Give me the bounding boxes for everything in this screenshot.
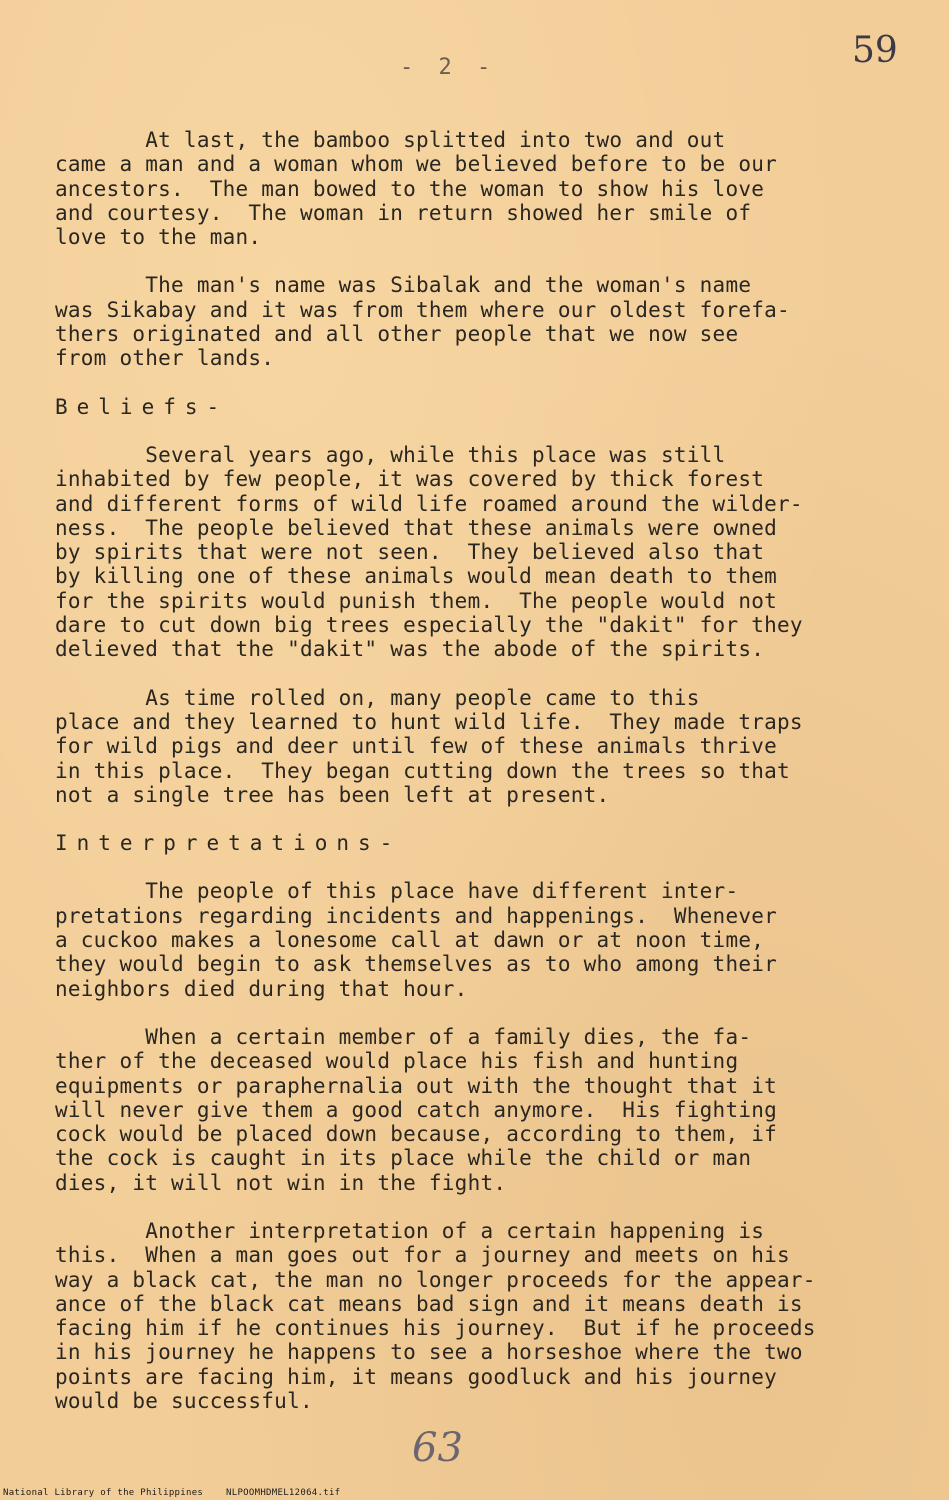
- beliefs-paragraph-1: Several years ago, while this place was still inhabited by few people, it was covered by thick forest and different forms of wild life roamed around the wilder- ness. The people believed that these animals were owned by spirits that were not seen. They believed also that by killing one of these animals would mean death to them for the spirits would punish them. The people would not dare to cut down big trees especially the "dakit" for they delieved that the "dakit" was the abode of the spirits.: [55, 442, 803, 662]
- interpretations-paragraph-3: Another interpretation of a certain happening is this. When a man goes out for a journey and meets on his way a black cat, the man no longer proceeds for the appear- ance of the black cat means bad sign and it means death is facing him if he continues his journey. But if he proceeds in his journey he happens to see a horseshoe where the two points are facing him, it means goodluck and his journey would be successful.: [55, 1218, 816, 1414]
- interpretations-paragraph-1: The people of this place have different inter- pretations regarding incidents and happenings. Whenever a cuckoo makes a lonesome call at dawn or at noon time, they would begin to ask themselves as to who among their neighbors died during that hour.: [55, 879, 778, 1001]
- typed-page-number: - 2 -: [400, 55, 497, 80]
- paragraph-2: The man's name was Sibalak and the woman's name was Sikabay and it was from them where our oldest forefa- thers originated and all other people that we now see from other lands.: [55, 273, 790, 371]
- interpretations-paragraph-2: When a certain member of a family dies, the fa- ther of the deceased would place his fish and hunting equipments or paraphernalia out with the thought that it will never give them a good catch anymore. His fighting cock would be placed down because, according to them, if the cock is caught in its place while the child or man dies, it will not win in the fight.: [55, 1024, 778, 1195]
- beliefs-paragraph-2: As time rolled on, many people came to this place and they learned to hunt wild life. They made traps for wild pigs and deer until few of these animals thrive in this place. They began cutting down the trees so that not a single tree has been left at present.: [55, 685, 803, 807]
- handwritten-page-number: 59: [852, 30, 898, 71]
- document-body: [55, 128, 925, 1437]
- handwritten-folio-number: 63: [412, 1425, 463, 1471]
- footer-filename: NLPOOMHDMEL12064.tif: [226, 1488, 341, 1498]
- paragraph-1: At last, the bamboo splitted into two and out came a man and a woman whom we believed before to be our ancestors. The man bowed to the woman to show his love and courtesy. The woman in return showed her smile of love to the man.: [55, 128, 778, 250]
- section-heading-beliefs: Beliefs-: [55, 394, 229, 419]
- footer-institution: National Library of the Philippines: [3, 1488, 204, 1498]
- archive-footer: [3, 1488, 340, 1498]
- section-heading-interpretations: Interpretations-: [55, 831, 402, 856]
